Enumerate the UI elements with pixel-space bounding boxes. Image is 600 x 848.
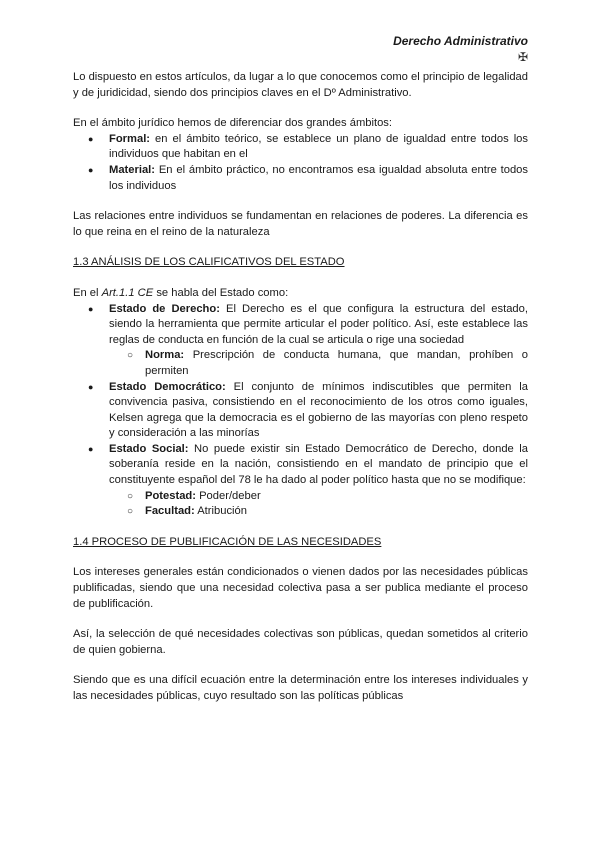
list-item-potestad: ○ Potestad: Poder/deber bbox=[73, 489, 528, 505]
section-heading-1-3: 1.3 ANÁLISIS DE LOS CALIFICATIVOS DEL ESTADO bbox=[73, 256, 345, 269]
header-title: Derecho Administrativo bbox=[393, 34, 528, 48]
text-formal: en el ámbito teórico, se establece un plano de igualdad entre todos los individuos que habitan en el bbox=[109, 132, 528, 161]
list-item-material bbox=[73, 163, 528, 194]
list-item-norma: ○ Norma: Prescripción de conducta humana, que mandan, prohíben o permiten bbox=[73, 348, 528, 379]
section14-paragraph-2: Así, la selección de qué necesidades colectivas son públicas, quedan sometidos al criterio de quien gobierna. bbox=[73, 628, 528, 656]
article-reference: Art.1.1 CE bbox=[101, 286, 154, 299]
intro-paragraph-2: En el ámbito jurídico hemos de diferenciar dos grandes ámbitos: bbox=[73, 117, 393, 130]
term-formal: Formal: bbox=[109, 132, 151, 145]
ambitos-list bbox=[73, 132, 528, 194]
section14-paragraph-1: Los intereses generales están condicionados o vienen dados por las necesidades públicas publificadas, siendo que una necesidad colectiva pasa a ser publica mediante el proceso de publificación. bbox=[73, 566, 528, 610]
list-item-estado-derecho: ● Estado de Derecho: El Derecho es el que configura la estructura del estado, siendo la herramienta que permite articular el poder político. Así, este establece las reglas de conducta en función de la cual se articula o rige una sociedad bbox=[73, 302, 528, 349]
section14-paragraph-3: Siendo que es una difícil ecuación entre la determinación entre los intereses individuales y las necesidades públicas, cuyo resultado son las políticas públicas bbox=[73, 674, 528, 702]
section-heading-1-4: 1.4 PROCESO DE PUBLIFICACIÓN DE LAS NECESIDADES bbox=[73, 535, 382, 548]
list-item-estado-democratico: ● Estado Democrático: El conjunto de mínimos indiscutibles que permiten la convivencia pasiva, consistiendo en el reconocimiento de los otros como iguales, Kelsen agrega que la democracia es el gobierno de las mayorías con pleno respeto y consideración a las minorías bbox=[73, 380, 528, 442]
text-material: En el ámbito práctico, no encontramos esa igualdad absoluta entre todos los individuos bbox=[109, 163, 528, 192]
calificativos-list bbox=[73, 302, 528, 520]
document-body bbox=[73, 70, 528, 705]
cross-icon: ✠ bbox=[517, 50, 528, 64]
list-item-formal bbox=[73, 132, 528, 163]
section13-lead: En el Art.1.1 CE se habla del Estado como: bbox=[73, 286, 289, 299]
intro-paragraph-3: Las relaciones entre individuos se fundamentan en relaciones de poderes. La diferencia es lo que reina en el reino de la naturaleza bbox=[73, 210, 528, 238]
intro-paragraph-1: Lo dispuesto en estos artículos, da lugar a lo que conocemos como el principio de legalidad y de juridicidad, siendo dos principios claves en el Dº Administrativo. bbox=[73, 71, 528, 99]
term-material: Material: bbox=[109, 163, 156, 176]
list-item-facultad: ○ Facultad: Atribución bbox=[73, 504, 528, 520]
list-item-estado-social: ● Estado Social: No puede existir sin Estado Democrático de Derecho, donde la soberanía reside en la nación, consistiendo en el mandato de principio que el constituyente español del 78 le ha dado al poder político hasta que no se modifique: bbox=[73, 442, 528, 489]
